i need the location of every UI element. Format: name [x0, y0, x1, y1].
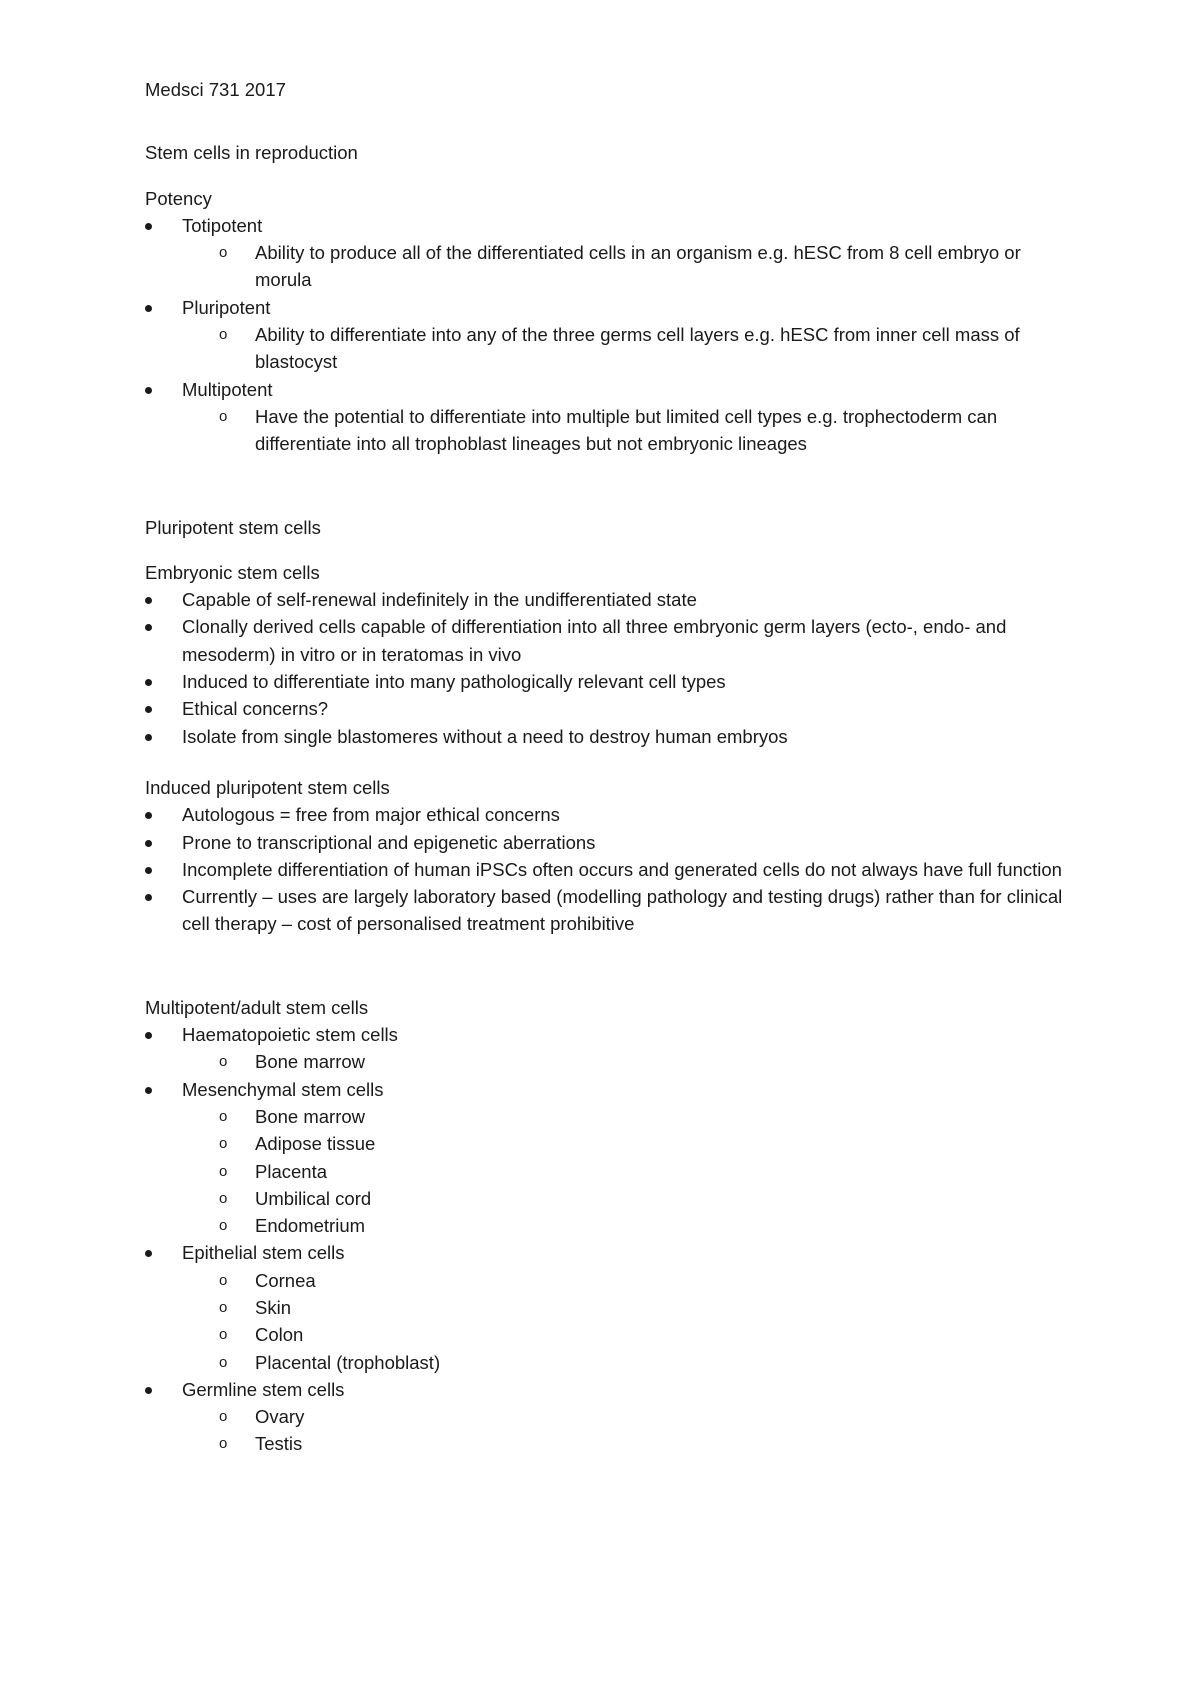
- list-item-label: Pluripotent: [182, 296, 271, 318]
- bullet-icon: [145, 223, 152, 230]
- sub-list-item-text: Colon: [255, 1324, 304, 1346]
- list-item-label: Multipotent: [182, 378, 273, 400]
- sub-list-item-text: Umbilical cord: [255, 1187, 372, 1209]
- list-item: [145, 212, 1065, 294]
- bullet-icon: [145, 894, 152, 901]
- list-item: [145, 1076, 1065, 1240]
- sub-list-item: [145, 1048, 1065, 1075]
- sub-list-item-text: Ability to differentiate into any of the three germs cell layers e.g. hESC from inner cell mass of blastocyst: [255, 324, 1020, 373]
- sub-list-item-text: Adipose tissue: [255, 1133, 376, 1155]
- list-item: [145, 294, 1065, 376]
- sub-list-item: [145, 1130, 1065, 1157]
- sub-list-item-text: Bone marrow: [255, 1105, 366, 1127]
- list-item: [145, 1239, 1065, 1375]
- list-item-text: Clonally derived cells capable of differentiation into all three embryonic germ layers (ecto-, endo- and mesoderm) in vitro or in teratomas in vivo: [182, 616, 1007, 665]
- sub-list-item: [145, 1294, 1065, 1321]
- list-item-label: Totipotent: [182, 214, 263, 236]
- list-item: [145, 1021, 1065, 1076]
- list-item: [145, 586, 1065, 613]
- bullet-icon: [145, 1032, 152, 1039]
- sub-list-item: [145, 1321, 1065, 1348]
- list-item-text: Capable of self-renewal indefinitely in the undifferentiated state: [182, 589, 697, 611]
- sub-bullet-icon: o: [219, 1408, 228, 1426]
- sub-list-item: [145, 1430, 1065, 1457]
- list-item-text: Currently – uses are largely laboratory based (modelling pathology and testing drugs) rather than for clinical cell therapy – cost of personalised treatment prohibitive: [182, 886, 1063, 935]
- list-item: [145, 856, 1065, 883]
- list-item: [145, 668, 1065, 695]
- sub-list-item-text: Ovary: [255, 1406, 305, 1428]
- sub-list-item-text: Skin: [255, 1296, 291, 1318]
- bullet-icon: [145, 597, 152, 604]
- list-item: [145, 1376, 1065, 1458]
- bullet-icon: [145, 840, 152, 847]
- sub-list-item: [145, 1267, 1065, 1294]
- list-item: [145, 883, 1065, 938]
- list-item-text: Isolate from single blastomeres without a need to destroy human embryos: [182, 725, 788, 747]
- sub-list-item: [145, 1185, 1065, 1212]
- bullet-icon: [145, 305, 152, 312]
- list-item-label: Epithelial stem cells: [182, 1242, 345, 1264]
- bullet-icon: [145, 624, 152, 631]
- sub-bullet-icon: o: [219, 1189, 228, 1207]
- sub-bullet-icon: o: [219, 244, 228, 262]
- list-item-label: Germline stem cells: [182, 1378, 345, 1400]
- list-item-text: Prone to transcriptional and epigenetic aberrations: [182, 831, 596, 853]
- list-item: [145, 723, 1065, 750]
- sub-list-item-text: Ability to produce all of the differentiated cells in an organism e.g. hESC from 8 cell embryo or morula: [255, 242, 1021, 291]
- multipotent-heading: Multipotent/adult stem cells: [145, 996, 369, 1018]
- multipotent-list: [145, 1021, 1065, 1458]
- sub-list-item: [145, 1103, 1065, 1130]
- bullet-icon: [145, 1387, 152, 1394]
- sub-list-item: [145, 1403, 1065, 1430]
- sub-list-item-text: Have the potential to differentiate into multiple but limited cell types e.g. trophectoderm can differentiate into all trophoblast lineages but not embryonic lineages: [255, 405, 998, 455]
- bullet-icon: [145, 1250, 152, 1257]
- section-heading-pluripotent: Pluripotent stem cells: [145, 516, 321, 538]
- sub-bullet-icon: o: [219, 1298, 228, 1316]
- bullet-icon: [145, 1087, 152, 1094]
- bullet-icon: [145, 387, 152, 394]
- list-item-text: Induced to differentiate into many pathologically relevant cell types: [182, 671, 726, 693]
- sub-list-item-text: Bone marrow: [255, 1051, 366, 1073]
- list-item: [145, 613, 1065, 668]
- sub-list-item-text: Placenta: [255, 1160, 327, 1182]
- sub-list-item-text: Placental (trophoblast): [255, 1351, 441, 1373]
- sub-bullet-icon: o: [219, 326, 228, 344]
- sub-list-item-text: Cornea: [255, 1269, 316, 1291]
- bullet-icon: [145, 812, 152, 819]
- potency-heading: Potency: [145, 187, 212, 209]
- sub-bullet-icon: o: [219, 1107, 228, 1125]
- list-item-label: Mesenchymal stem cells: [182, 1078, 384, 1100]
- list-item-text: Ethical concerns?: [182, 698, 329, 720]
- sub-bullet-icon: o: [219, 1162, 228, 1180]
- potency-list: [145, 212, 1065, 458]
- sub-bullet-icon: o: [219, 1435, 228, 1453]
- bullet-icon: [145, 679, 152, 686]
- embryonic-heading: Embryonic stem cells: [145, 561, 320, 583]
- sub-list-item: [145, 403, 1065, 458]
- sub-bullet-icon: o: [219, 1353, 228, 1371]
- list-item: [145, 801, 1065, 828]
- list-item: [145, 376, 1065, 458]
- sub-bullet-icon: o: [219, 1326, 228, 1344]
- sub-list-item: [145, 1349, 1065, 1376]
- induced-list: [145, 801, 1065, 937]
- induced-heading: Induced pluripotent stem cells: [145, 776, 390, 798]
- list-item-text: Autologous = free from major ethical concerns: [182, 804, 560, 826]
- bullet-icon: [145, 734, 152, 741]
- sub-bullet-icon: o: [219, 1053, 228, 1071]
- sub-list-item: [145, 321, 1065, 376]
- list-item: [145, 695, 1065, 722]
- sub-list-item: [145, 239, 1065, 294]
- sub-bullet-icon: o: [219, 1217, 228, 1235]
- bullet-icon: [145, 706, 152, 713]
- sub-bullet-icon: o: [219, 407, 228, 425]
- document-page: [145, 76, 1065, 1458]
- sub-list-item: [145, 1212, 1065, 1239]
- sub-list-item-text: Testis: [255, 1433, 303, 1455]
- embryonic-list: [145, 586, 1065, 750]
- list-item-label: Haematopoietic stem cells: [182, 1024, 398, 1046]
- document-header: Medsci 731 2017: [145, 79, 286, 100]
- document-title: Stem cells in reproduction: [145, 142, 358, 164]
- sub-list-item: [145, 1158, 1065, 1185]
- list-item: [145, 829, 1065, 856]
- sub-bullet-icon: o: [219, 1135, 228, 1153]
- bullet-icon: [145, 867, 152, 874]
- list-item-text: Incomplete differentiation of human iPSCs often occurs and generated cells do not always have full function: [182, 858, 1062, 880]
- sub-bullet-icon: o: [219, 1271, 228, 1289]
- sub-list-item-text: Endometrium: [255, 1215, 366, 1237]
